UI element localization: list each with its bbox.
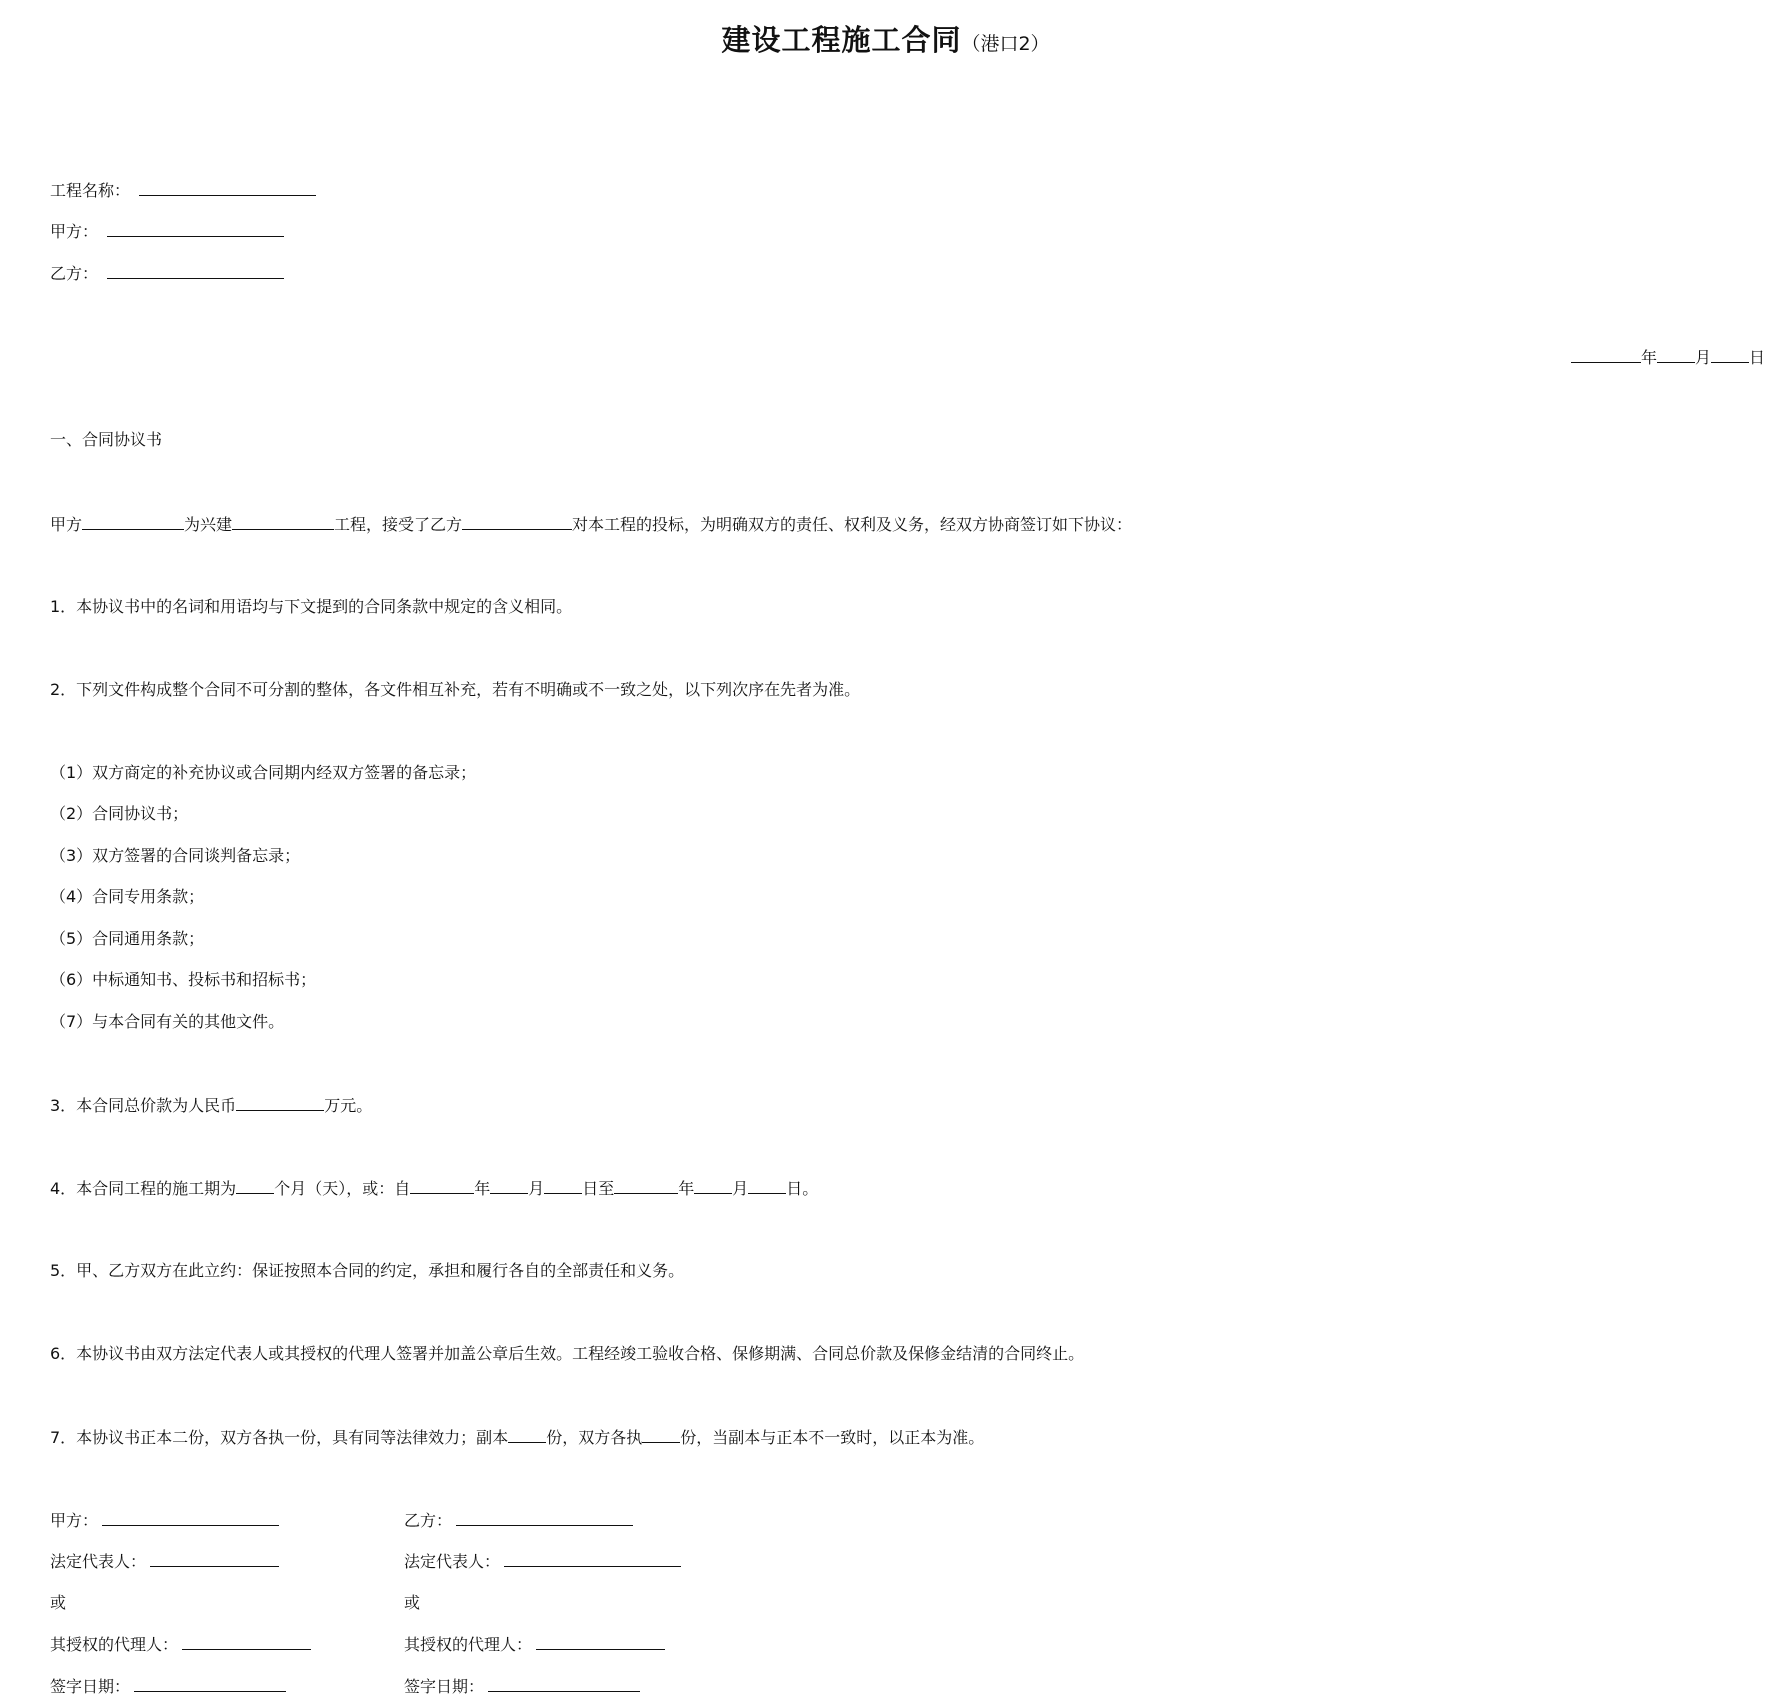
sign-a-date [50, 1676, 286, 1697]
doc-list-item: （1）双方商定的补充协议或合同期内经双方签署的备忘录； [50, 763, 477, 782]
title-main: 建设工程施工合同 [721, 23, 962, 57]
clause-4 [50, 1178, 818, 1199]
doc-list-item: （5）合同通用条款； [50, 929, 205, 948]
party-b-name-blank[interactable] [462, 514, 572, 530]
sign-a-date-blank[interactable] [134, 1676, 286, 1692]
sign-a-agent-label: 其授权的代理人： [50, 1635, 179, 1654]
sign-b-party-blank[interactable] [456, 1510, 633, 1526]
sign-b-agent [404, 1634, 665, 1655]
party-a-row [50, 221, 284, 242]
sign-b-party [404, 1510, 633, 1531]
section-heading: 一、合同协议书 [50, 430, 163, 449]
preamble-text-1: 甲方 [50, 515, 83, 534]
start-day-blank[interactable] [544, 1178, 582, 1194]
sign-b-agent-label: 其授权的代理人： [404, 1635, 533, 1654]
clause-4-text-3: 日至 [582, 1179, 615, 1198]
clause-4-text-1: 4．本合同工程的施工期为 [50, 1179, 237, 1198]
party-a-label: 甲方： [50, 222, 99, 241]
clause-1: 1．本协议书中的名词和用语均与下文提到的合同条款中规定的含义相同。 [50, 597, 573, 616]
sign-a-rep-label: 法定代表人： [50, 1552, 147, 1571]
clause-4-text-4: 日。 [786, 1179, 819, 1198]
project-name-blank[interactable] [139, 180, 316, 196]
party-b-blank[interactable] [107, 263, 284, 279]
clause-5: 5．甲、乙方双方在此立约：保证按照本合同的约定，承担和履行各自的全部责任和义务。 [50, 1261, 685, 1280]
sign-a-party-blank[interactable] [102, 1510, 279, 1526]
start-month-blank[interactable] [490, 1178, 528, 1194]
sign-a-agent [50, 1634, 311, 1655]
clause-7-text-2: 份，双方各执 [546, 1428, 643, 1447]
preamble-text-4: 对本工程的投标，为明确双方的责任、权利及义务，经双方协商签订如下协议： [572, 515, 1133, 534]
party-a-blank[interactable] [107, 221, 284, 237]
sign-b-rep [404, 1551, 681, 1572]
sign-b-rep-blank[interactable] [504, 1551, 681, 1567]
sign-a-date-label: 签字日期： [50, 1677, 131, 1696]
end-year-label: 年 [678, 1179, 695, 1198]
document-title [0, 22, 1771, 63]
clause-2: 2．下列文件构成整个合同不可分割的整体，各文件相互补充，若有不明确或不一致之处，以下列次序在先者为准。 [50, 680, 861, 699]
clause-7 [50, 1427, 984, 1448]
clause-7-text-1: 7．本协议书正本二份，双方各执一份，具有同等法律效力；副本 [50, 1428, 509, 1447]
sign-a-or: 或 [50, 1593, 67, 1612]
month-blank[interactable] [1657, 347, 1695, 363]
doc-list-item: （4）合同专用条款； [50, 887, 205, 906]
copies-each-blank[interactable] [642, 1427, 680, 1443]
sign-b-date-label: 签字日期： [404, 1677, 485, 1696]
project-name-label: 工程名称： [50, 181, 131, 200]
end-month-blank[interactable] [694, 1178, 732, 1194]
day-label: 日 [1748, 348, 1765, 367]
sign-a-agent-blank[interactable] [182, 1634, 311, 1650]
sign-a-party-label: 甲方： [50, 1511, 99, 1530]
sign-a-rep-blank[interactable] [150, 1551, 279, 1567]
party-a-name-blank[interactable] [82, 514, 184, 530]
end-year-blank[interactable] [614, 1178, 678, 1194]
project-blank[interactable] [232, 514, 334, 530]
clause-3-text-1: 3．本合同总价款为人民币 [50, 1096, 237, 1115]
doc-list-item: （2）合同协议书； [50, 804, 189, 823]
sign-b-rep-label: 法定代表人： [404, 1552, 501, 1571]
clause-6: 6．本协议书由双方法定代表人或其授权的代理人签署并加盖公章后生效。工程经竣工验收合格、保修期满、合同总价款及保修金结清的合同终止。 [50, 1344, 1085, 1363]
cover-date [1571, 347, 1765, 368]
year-blank[interactable] [1571, 347, 1641, 363]
project-name-row [50, 180, 316, 201]
clause-7-text-3: 份，当副本与正本不一致时，以正本为准。 [680, 1428, 985, 1447]
clause-3-text-2: 万元。 [324, 1096, 373, 1115]
end-day-blank[interactable] [748, 1178, 786, 1194]
day-blank[interactable] [1711, 347, 1749, 363]
sign-b-party-label: 乙方： [404, 1511, 453, 1530]
end-month-label: 月 [732, 1179, 749, 1198]
month-label: 月 [1694, 348, 1711, 367]
year-label: 年 [1640, 348, 1657, 367]
sign-b-or: 或 [404, 1593, 421, 1612]
copies-blank[interactable] [508, 1427, 546, 1443]
preamble-text-2: 为兴建 [184, 515, 233, 534]
start-month-label: 月 [528, 1179, 545, 1198]
sign-b-agent-blank[interactable] [536, 1634, 665, 1650]
start-year-label: 年 [474, 1179, 491, 1198]
sign-a-rep [50, 1551, 279, 1572]
party-b-label: 乙方： [50, 264, 99, 283]
sign-a-party [50, 1510, 279, 1531]
doc-list-item: （3）双方签署的合同谈判备忘录； [50, 846, 301, 865]
doc-list-item: （7）与本合同有关的其他文件。 [50, 1012, 285, 1031]
doc-list-item: （6）中标通知书、投标书和招标书； [50, 970, 317, 989]
clause-3 [50, 1095, 372, 1116]
price-blank[interactable] [236, 1095, 324, 1111]
sign-b-date-blank[interactable] [488, 1676, 640, 1692]
start-year-blank[interactable] [410, 1178, 474, 1194]
duration-blank[interactable] [236, 1178, 274, 1194]
clause-4-text-2: 个月（天），或：自 [274, 1179, 411, 1198]
sign-b-date [404, 1676, 640, 1697]
title-subtitle: （港口2） [961, 33, 1050, 55]
preamble-text-3: 工程，接受了乙方 [334, 515, 463, 534]
preamble [50, 514, 1132, 535]
party-b-row [50, 263, 284, 284]
